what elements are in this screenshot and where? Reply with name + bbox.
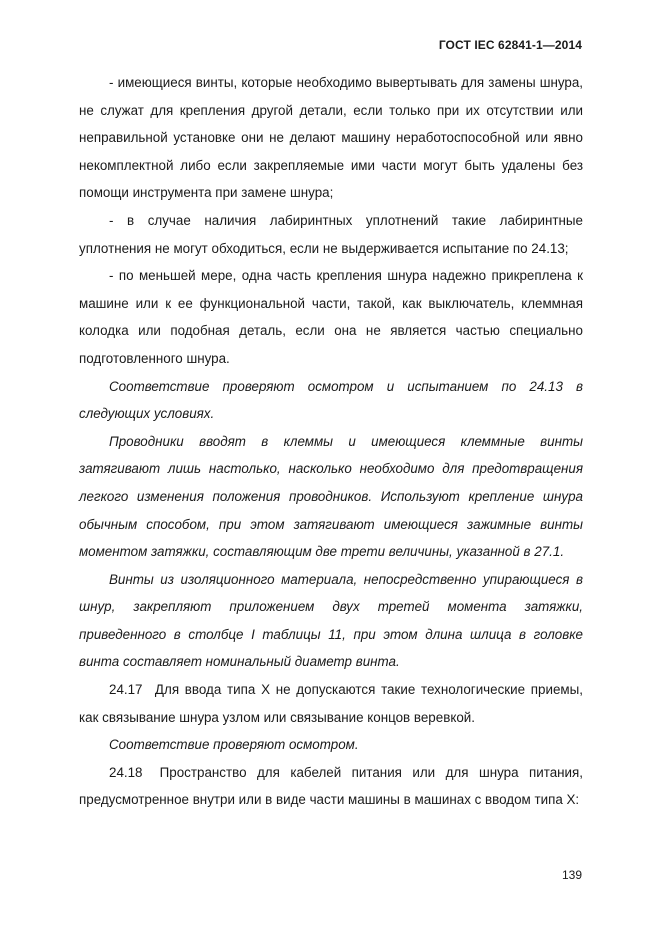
list-item-cord-anchorage: - по меньшей мере, одна часть крепления шнура надежно прикреплена к машине или к ее функциональной части, такой, как выключатель, клеммная колодка или подобная деталь, если она не является частью специально подготовленного шнура. [79, 268, 583, 366]
clause-24-18: 24.18 Пространство для кабелей питания или для шнура питания, предусмотренное внутри или в виде части машины в машинах с вводом типа X: [79, 764, 583, 808]
clause-24-17: 24.17 Для ввода типа X не допускаются такие технологические приемы, как связывание шнура узлом или связывание концов веревкой. [79, 682, 583, 725]
document-header: ГОСТ IEC 62841-1—2014 [438, 38, 582, 52]
list-item-labyrinth-seals: - в случае наличия лабиринтных уплотнений такие лабиринтные уплотнения не могут обходиться, если не выдерживается испытание по 24.13; [79, 212, 583, 256]
page-number: 139 [561, 868, 582, 882]
compliance-inspection: Соответствие проверяют осмотром. [109, 737, 359, 753]
compliance-check-paragraph: Соответствие проверяют осмотром и испытанием по 24.13 в следующих условиях. [79, 378, 583, 422]
document-body [79, 69, 583, 814]
list-item-screws: - имеющиеся винты, которые необходимо вывертывать для замены шнура, не служат для крепления другой детали, если только при их отсутствии или неправильной установке они не делают машину неработоспособной или явно некомплектной либо если закрепляемые ими части могут быть удалены без помощи инструмента при замене шнура; [79, 75, 583, 201]
test-procedure-insulating-screws: Винты из изоляционного материала, непосредственно упирающиеся в шнур, закрепляют приложением двух третей момента затяжки, приведенного в столбце I таблицы 11, при этом длина шлица в головке винта составляет номинальный диаметр винта. [79, 571, 583, 670]
test-procedure-conductors: Проводники вводят в клеммы и имеющиеся клеммные винты затягивают лишь настолько, насколько необходимо для предотвращения легкого изменения положения проводников. Используют крепление шнура обычным способом, при этом затягивают имеющиеся зажимные винты моментом затяжки, составляющим две трети величины, указанной в 27.1. [79, 433, 583, 560]
